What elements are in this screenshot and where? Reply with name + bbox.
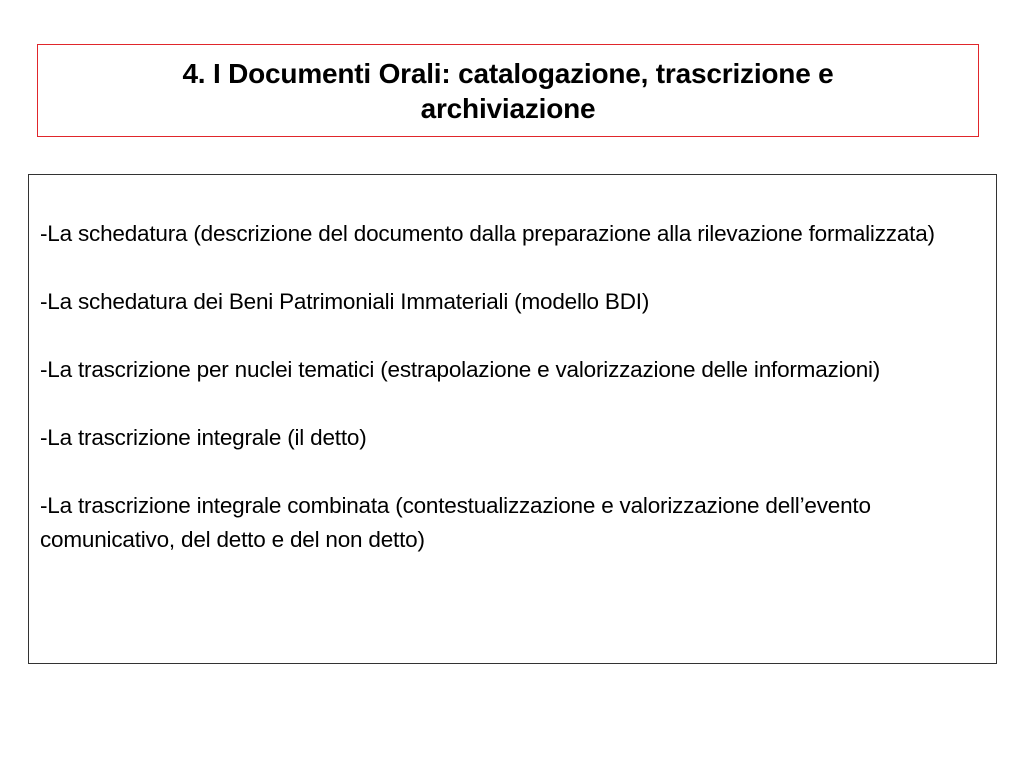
list-item: -La trascrizione per nuclei tematici (estrapolazione e valorizzazione delle informazioni) bbox=[40, 357, 881, 382]
list-item: -La trascrizione integrale combinata (contestualizzazione e valorizzazione dell’evento comunicativo, del detto e del non detto) bbox=[40, 493, 871, 552]
list-item: -La schedatura dei Beni Patrimoniali Immateriali (modello BDI) bbox=[40, 289, 650, 314]
list-item: -La schedatura (descrizione del documento dalla preparazione alla rilevazione formalizzata) bbox=[40, 221, 935, 246]
bullet-list bbox=[40, 217, 975, 591]
title-box bbox=[37, 44, 979, 137]
slide-title: 4. I Documenti Orali: catalogazione, trascrizione e archiviazione bbox=[182, 57, 834, 124]
list-item: -La trascrizione integrale (il detto) bbox=[40, 425, 367, 450]
content-box bbox=[28, 174, 997, 664]
